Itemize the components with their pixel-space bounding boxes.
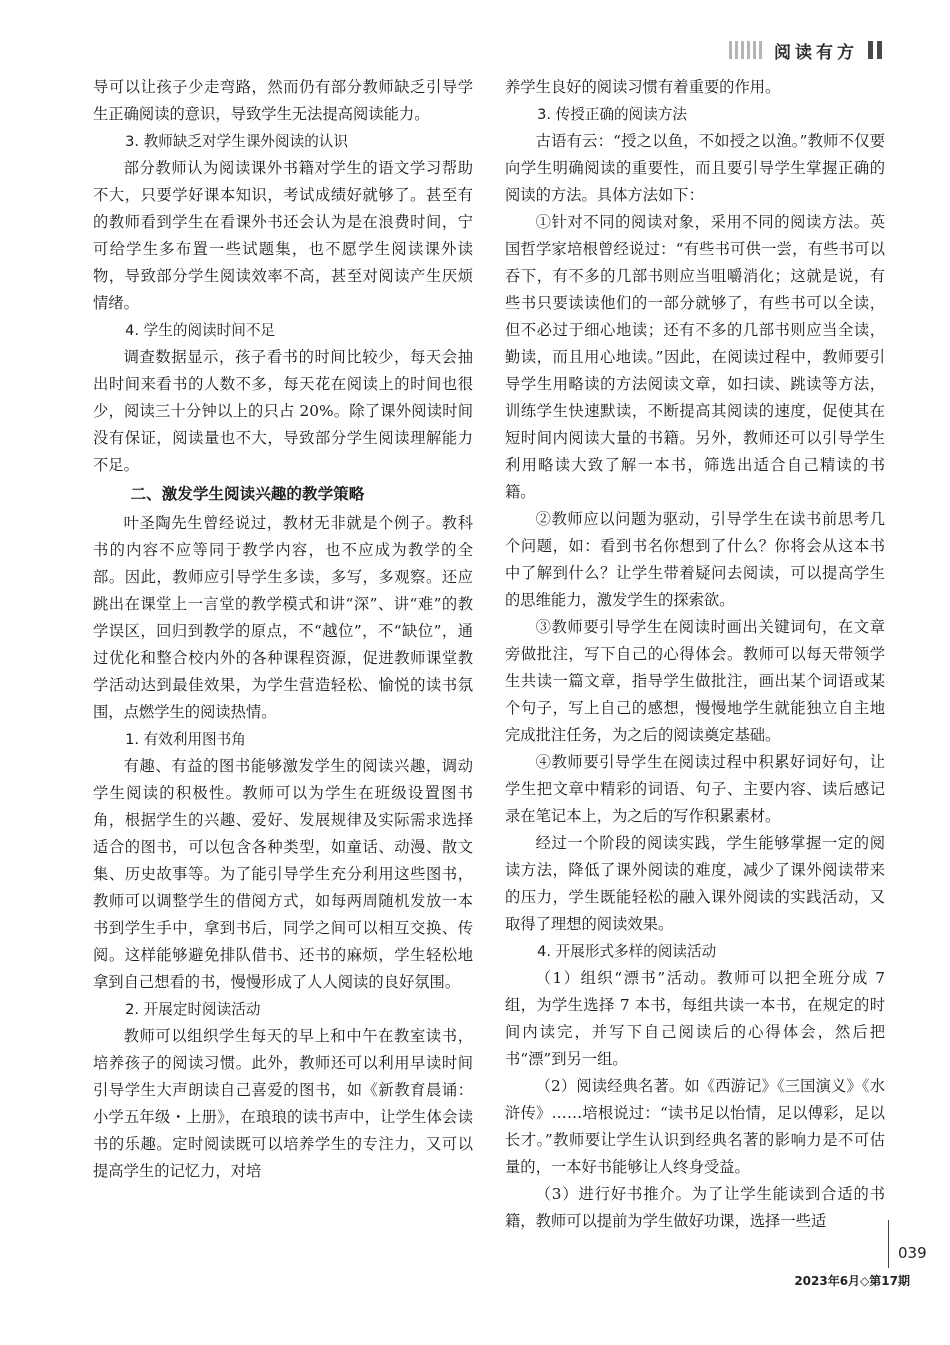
paragraph: ③教师要引导学生在阅读时画出关键词句，在文章旁做批注，写下自己的心得体会。教师可以每天带领学生共读一篇文章，指导学生做批注，画出某个词语或某个句子，写上自己的感想，慢慢地学生就能独立自主地完成批注任务，为之后的阅读奠定基础。	[505, 618, 885, 744]
subheading: 4. 学生的阅读时间不足	[125, 322, 276, 339]
page-number-block	[888, 1238, 950, 1268]
subheading: 3. 教师缺乏对学生课外阅读的认识	[125, 133, 348, 150]
paragraph: ④教师要引导学生在阅读过程中积累好词好句，让学生把文章中精彩的词语、句子、主要内容、读后感记录在笔记本上，为之后的写作积累素材。	[505, 753, 885, 825]
paragraph: ②教师应以问题为驱动，引导学生在读书前思考几个问题，如：看到书名你想到了什么？你将会从这本书中了解到什么？让学生带着疑问去阅读，可以提高学生的思维能力，激发学生的探索欲。	[505, 510, 885, 609]
running-header	[729, 38, 882, 62]
paragraph: 经过一个阶段的阅读实践，学生能够掌握一定的阅读方法，降低了课外阅读的难度，减少了课外阅读带来的压力，学生既能轻松的融入课外阅读的实践活动，又取得了理想的阅读效果。	[505, 834, 885, 933]
subheading: 4. 开展形式多样的阅读活动	[537, 943, 717, 960]
paragraph: （2）阅读经典名著。如《西游记》《三国演义》《水浒传》……培根说过：“读书足以怡情，足以傅彩，足以长才。”教师要让学生认识到经典名著的影响力是不可估量的，一本好书能够让人终身受益。	[505, 1077, 885, 1176]
subheading: 3. 传授正确的阅读方法	[537, 106, 688, 123]
page-number: 039	[898, 1244, 927, 1262]
paragraph: 养学生良好的阅读习惯有着重要的作用。	[505, 78, 781, 96]
section-heading: 二、激发学生阅读兴趣的教学策略	[130, 485, 365, 503]
page-number-divider	[888, 1220, 889, 1268]
paragraph: 教师可以组织学生每天的早上和中午在教室读书，培养孩子的阅读习惯。此外，教师还可以利用早读时间引导学生大声朗读自己喜爱的图书，如《新教育晨诵：小学五年级・上册》，在琅琅的读书声中，让学生体会读书的乐趣。定时阅读既可以培养学生的专注力，又可以提高学生的记忆力，对培	[93, 1027, 473, 1180]
paragraph: ①针对不同的阅读对象，采用不同的阅读方法。英国哲学家培根曾经说过：“有些书可供一尝，有些书可以吞下，有不多的几部书则应当咀嚼消化；这就是说，有些书只要读读他们的一部分就够了，有些书可以全读，但不必过于细心地读；还有不多的几部书则应当全读，勤读，而且用心地读。”因此，在阅读过程中，教师要引导学生用略读的方法阅读文章，如扫读、跳读等方法，训练学生快速默读，不断提高其阅读的速度，促使其在短时间内阅读大量的书籍。另外，教师还可以引导学生利用略读大致了解一本书，筛选出适合自己精读的书籍。	[505, 213, 885, 501]
paragraph: 导可以让孩子少走弯路，然而仍有部分教师缺乏引导学生正确阅读的意识，导致学生无法提高阅读能力。	[93, 78, 473, 123]
subheading: 1. 有效利用图书角	[125, 731, 246, 748]
issue-label: 2023年6月◇第17期	[794, 1274, 910, 1288]
paragraph: 调查数据显示，孩子看书的时间比较少，每天会抽出时间来看书的人数不多，每天花在阅读上的时间也很少，阅读三十分钟以上的只占 20%。除了课外阅读时间没有保证，阅读量也不大，导致部分学生阅读理解能力不足。	[93, 348, 473, 474]
paragraph: 古语有云：“授之以鱼，不如授之以渔。”教师不仅要向学生明确阅读的重要性，而且要引导学生掌握正确的阅读的方法。具体方法如下：	[505, 132, 885, 204]
paragraph: 部分教师认为阅读课外书籍对学生的语文学习帮助不大，只要学好课本知识，考试成绩好就够了。甚至有的教师看到学生在看课外书还会认为是在浪费时间，宁可给学生多布置一些试题集，也不愿学生阅读课外读物，导致部分学生阅读效率不高，甚至对阅读产生厌烦情绪。	[93, 159, 473, 312]
paragraph: 叶圣陶先生曾经说过，教材无非就是个例子。教科书的内容不应等同于教学内容，也不应成为教学的全部。因此，教师应引导学生多读，多写，多观察。还应跳出在课堂上一言堂的教学模式和讲“深”、讲“难”的教学误区，回归到教学的原点，不“越位”，不“缺位”，通过优化和整合校内外的各种课程资源，促进教师课堂教学活动达到最佳效果，为学生营造轻松、愉悦的读书氛围，点燃学生的阅读热情。	[93, 514, 473, 721]
paragraph: 有趣、有益的图书能够激发学生的阅读兴趣，调动学生阅读的积极性。教师可以为学生在班级设置图书角，根据学生的兴趣、爱好、发展规律及实际需求选择适合的图书，可以包含各种类型，如童话、动漫、散文集、历史故事等。为了能引导学生充分利用这些图书，教师可以调整学生的借阅方式，如每两周随机发放一本书到学生手中，拿到书后，同学之间可以相互交换、传阅。这样能够避免排队借书、还书的麻烦，学生轻松地拿到自己想看的书，慢慢形成了人人阅读的良好氛围。	[93, 757, 473, 991]
header-decoration-left	[729, 41, 762, 59]
paragraph: （1）组织“漂书”活动。教师可以把全班分成 7 组，为学生选择 7 本书，每组共读一本书，在规定的时间内读完，并写下自己阅读后的心得体会，然后把书“漂”到另一组。	[505, 969, 885, 1068]
right-column	[505, 74, 885, 1235]
subheading: 2. 开展定时阅读活动	[125, 1001, 261, 1018]
paragraph: （3）进行好书推介。为了让学生能读到合适的书籍，教师可以提前为学生做好功课，选择一些适	[505, 1185, 885, 1230]
header-decoration-right	[868, 41, 882, 59]
left-column	[93, 74, 473, 1185]
header-title: 阅读有方	[774, 42, 858, 63]
